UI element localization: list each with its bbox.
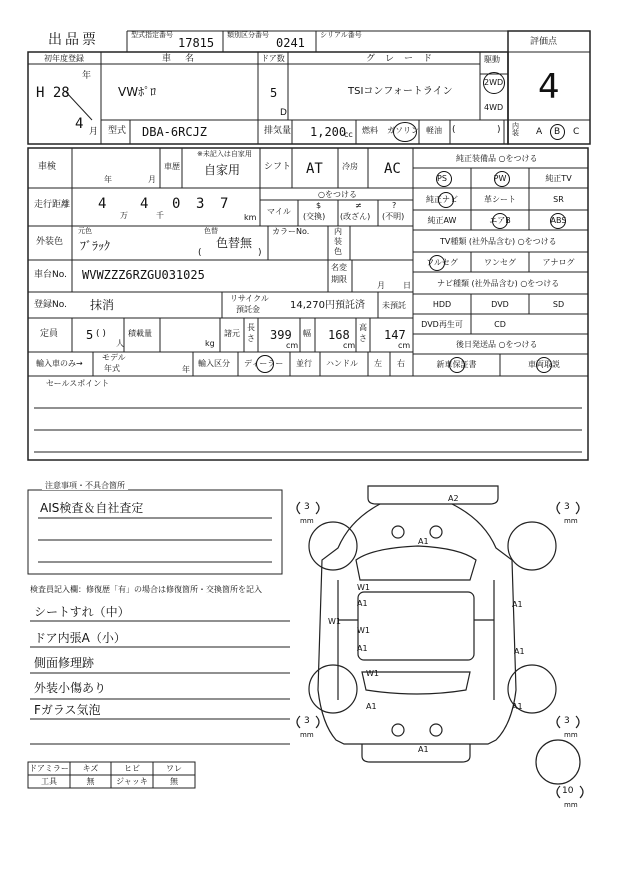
missing-header-3: ヒビ	[124, 764, 140, 773]
mark-a1-rear-bumper: A1	[418, 745, 429, 754]
fuel-paren-open: (	[452, 125, 456, 135]
tire-unit-fl: mm	[300, 517, 314, 525]
tire-depth-fl: 3	[304, 502, 310, 512]
inspection-year: 年	[104, 175, 112, 184]
fuel-paren-close: )	[497, 125, 501, 135]
car-name-label: 車名	[162, 54, 209, 64]
equip-tv: 純正TV	[545, 174, 572, 183]
tire-depth-spare: 10	[562, 786, 574, 796]
tire-depth-rr: 3	[564, 716, 570, 726]
handle-right: 右	[397, 359, 405, 368]
model-designation-value: 17815	[178, 36, 215, 50]
missing-value-1: 工具	[41, 777, 57, 786]
import-parallel: 並行	[296, 359, 312, 368]
interior-b: B	[554, 127, 561, 137]
interior-label: 内装	[512, 122, 519, 137]
equip-abs: ABS	[550, 216, 567, 225]
inspection-label: 車検	[38, 162, 57, 172]
length-label-1: 長	[247, 323, 255, 332]
interior-c: C	[573, 127, 580, 137]
notes-line-1: AIS検査＆自社査定	[40, 501, 144, 515]
tire-unit-fr: mm	[564, 517, 578, 525]
tv-title: TV種類 (社外品含む) ○をつける	[440, 237, 557, 246]
color-paren-open: (	[198, 248, 202, 258]
color-change-value: 色替無	[216, 236, 253, 250]
drive-label: 駆動	[484, 55, 500, 64]
interior-a: A	[536, 127, 543, 137]
handle-left: 左	[374, 359, 382, 368]
handle-label: ハンドル	[326, 359, 358, 368]
navi-sd: SD	[552, 300, 565, 309]
interior-color-label-3: 色	[334, 247, 342, 256]
missing-header-1: ドアミラー	[29, 764, 69, 773]
shift-value: AT	[306, 161, 323, 177]
import-type-label: 輸入区分	[198, 359, 230, 368]
shift-label: シフト	[264, 162, 292, 172]
mark-a1-rear-left: A1	[366, 702, 377, 711]
spare-tire	[536, 740, 580, 784]
recycle-label-2: 預託金	[236, 305, 260, 314]
mark-a1-rear-right: A1	[512, 702, 523, 711]
inspector-line-2: ドア内張A（小）	[34, 631, 126, 645]
mark-a1-hood: A1	[418, 537, 429, 546]
mark-w1-front: W1	[357, 583, 370, 592]
equip-leather: 革シート	[484, 195, 516, 204]
mark-a1-right-front: A1	[512, 600, 523, 609]
capacity-paren: ( )	[96, 329, 106, 339]
color-paren-close: )	[258, 248, 262, 258]
navi-dvd: DVD	[491, 300, 509, 309]
height-label-2: さ	[359, 334, 367, 343]
name-change-month: 月	[377, 281, 385, 290]
tire-unit-spare: mm	[564, 801, 578, 809]
equip-sr: SR	[553, 195, 564, 204]
serial-label: シリアル番号	[320, 31, 362, 39]
mileage-opt-exchange: (交換)	[303, 212, 326, 221]
equip-ps: PS	[437, 174, 447, 183]
import-dealer: ディーラー	[244, 359, 284, 368]
score-value: 4	[538, 67, 560, 107]
vin-value: WVWZZZ6RZGU031025	[82, 268, 205, 282]
navi-hdd: HDD	[432, 300, 452, 309]
rear-bumper	[362, 744, 470, 762]
mark-a1-door: A1	[357, 644, 368, 653]
missing-header-2: キズ	[82, 764, 99, 773]
roof	[358, 592, 474, 660]
equip-aw: 純正AW	[427, 216, 457, 225]
purpose-value: 自家用	[204, 163, 241, 177]
km-label: km	[244, 213, 257, 222]
mileage-note: ○をつける	[318, 190, 357, 199]
height-label-1: 高	[359, 323, 367, 332]
missing-header-4: ワレ	[166, 764, 182, 773]
mileage-opt-tamper: (改ざん)	[340, 212, 371, 221]
color-number-label: カラーNo.	[272, 227, 310, 236]
width-unit: cm	[343, 341, 356, 350]
tire-rear-left	[309, 665, 357, 713]
tire-unit-rl: mm	[300, 731, 314, 739]
later-title: 後日発送品 ○をつける	[456, 340, 538, 349]
tv-oneseg: ワンセグ	[484, 258, 516, 267]
interior-color-label-2: 装	[334, 237, 342, 246]
cooling-value: AC	[384, 161, 401, 177]
recycle-value: 14,270円預託済	[290, 300, 365, 311]
equip-navi: 純正ナビ	[426, 195, 458, 204]
displacement-unit: cc	[344, 130, 353, 139]
width-label: 幅	[303, 329, 311, 338]
windshield	[356, 546, 476, 580]
tire-depth-rl: 3	[304, 716, 310, 726]
model-year-label-2: 年式	[104, 364, 120, 373]
mileage-digit-1: 4	[98, 196, 107, 212]
import-label: 輸入車のみ→	[36, 359, 83, 368]
mileage-opt-mile: マイル	[267, 207, 291, 216]
mark-w1-side: W1	[328, 617, 341, 626]
inspector-line-5: Fガラス気泡	[34, 703, 101, 717]
inspector-line-3: 側面修理跡	[34, 656, 95, 670]
doors-label: ドア数	[261, 54, 285, 63]
purpose-label: 車歴	[164, 162, 180, 171]
recycle-unpaid: 未預託	[382, 301, 406, 310]
color-label: 外装色	[36, 237, 64, 247]
missing-value-4: 無	[170, 777, 178, 786]
tire-front-left	[309, 522, 357, 570]
mark-a1-right-rear: A1	[514, 647, 525, 656]
load-unit: kg	[205, 339, 215, 348]
reg-no-value: 抹消	[90, 298, 115, 312]
tv-analog: アナログ	[542, 258, 575, 267]
height-unit: cm	[398, 341, 411, 350]
missing-value-3: ジャッキ	[116, 777, 148, 786]
capacity-value: 5	[86, 328, 94, 342]
length-label-2: さ	[247, 334, 255, 343]
drive-2wd: 2WD	[484, 78, 504, 87]
mileage-opt-unknown: (不明)	[382, 212, 405, 221]
mileage-opt-exchange-top: $	[316, 201, 322, 210]
grade-value: TSIコンフォートライン	[348, 86, 453, 97]
load-label: 積載量	[128, 329, 152, 338]
dims-label: 諸元	[224, 329, 240, 338]
mileage-opt-tamper-top: ≠	[355, 201, 362, 210]
doors-suffix: D	[280, 108, 287, 118]
recycle-label-1: リサイクル	[230, 294, 269, 303]
displacement-label: 排気量	[264, 126, 292, 136]
name-change-label-1: 名変	[331, 263, 347, 272]
score-label: 評価点	[530, 37, 558, 47]
capacity-unit: 人	[116, 339, 124, 348]
mileage-digit-4: 3	[196, 196, 205, 212]
tire-depth-fr: 3	[564, 502, 570, 512]
navi-cd: CD	[494, 320, 506, 329]
name-change-label-2: 期限	[331, 275, 347, 284]
equip-airbag: エアB	[489, 216, 511, 225]
original-color-value: ﾌﾞﾗｯｸ	[80, 239, 111, 253]
later-warranty: 新車保証書	[436, 360, 477, 369]
first-reg-month: 4	[75, 116, 84, 132]
tv-fullseg: フルセグ	[426, 258, 458, 267]
sales-point-label: セールスポイント	[46, 379, 110, 388]
height-value: 147	[384, 328, 406, 342]
inspector-line-1: シートすれ（中）	[34, 605, 130, 619]
man-label: 万	[120, 211, 128, 220]
navi-title: ナビ種類 (社外品含む) ○をつける	[437, 279, 560, 288]
reg-no-label: 登録No.	[34, 300, 67, 310]
model-year-label-1: モデル	[102, 353, 126, 362]
type-value: DBA-6RCJZ	[142, 125, 208, 139]
fuel-gasoline: ガソリン	[387, 126, 419, 135]
length-value: 399	[270, 328, 292, 342]
mileage-digit-5: 7	[220, 196, 229, 212]
mark-w1-rear: W1	[366, 669, 379, 678]
equipment-title: 純正装備品 ○をつける	[456, 154, 538, 163]
fuel-label: 燃料	[362, 126, 378, 135]
displacement-value: 1,200	[310, 125, 347, 139]
first-reg-year: H 28	[36, 85, 70, 101]
name-change-day: 日	[403, 281, 411, 290]
later-manual: 車両取説	[528, 360, 560, 369]
drive-4wd: 4WD	[484, 103, 504, 112]
purpose-note: ※未記入は自家用	[197, 150, 252, 158]
capacity-label: 定員	[40, 329, 59, 339]
doors-value: 5	[270, 86, 278, 100]
category-label: 類別区分番号	[227, 31, 269, 39]
inspector-line-4: 外装小傷あり	[34, 681, 107, 695]
inspection-month: 月	[148, 175, 156, 184]
tire-front-right	[508, 522, 556, 570]
month-label: 月	[89, 127, 99, 137]
first-reg-label: 初年度登録	[44, 54, 84, 63]
sen-label: 千	[156, 211, 164, 220]
navi-dvd-play: DVD再生可	[421, 320, 463, 329]
front-bumper	[368, 486, 498, 504]
notes-title: 注意事項・不具合箇所	[42, 482, 128, 490]
type-label: 型式	[108, 126, 127, 136]
year-label: 年	[82, 71, 92, 81]
interior-color-label-1: 内	[334, 227, 342, 236]
form-title: 出品票	[48, 32, 99, 48]
mileage-opt-unknown-top: ?	[392, 201, 397, 210]
cooling-label: 冷房	[342, 162, 358, 171]
missing-value-2: 無	[86, 777, 95, 786]
car-name-value: VWﾎﾟﾛ	[118, 85, 157, 99]
category-value: 0241	[276, 36, 305, 50]
mark-a1-left: A1	[357, 599, 368, 608]
tire-unit-rr: mm	[564, 731, 578, 739]
length-unit: cm	[286, 341, 299, 350]
mark-a2: A2	[448, 494, 459, 503]
mileage-digit-3: 0	[172, 196, 181, 212]
model-designation-label: 型式指定番号	[131, 31, 173, 39]
fuel-diesel: 軽油	[426, 126, 442, 135]
mileage-digit-2: 4	[140, 196, 149, 212]
grade-label: グレード	[366, 54, 443, 64]
model-year-unit: 年	[182, 365, 190, 374]
mileage-label: 走行距離	[34, 200, 71, 210]
inspector-note: 検査員記入欄：修復歴「有」の場合は修復箇所・交換箇所を記入	[30, 585, 262, 594]
mark-w1-middle: W1	[357, 626, 370, 635]
vin-label: 車台No.	[34, 270, 67, 280]
original-color-label: 元色	[78, 227, 92, 235]
color-change-label: 色替	[204, 227, 218, 235]
width-value: 168	[328, 328, 350, 342]
equip-pw: PW	[493, 174, 507, 183]
